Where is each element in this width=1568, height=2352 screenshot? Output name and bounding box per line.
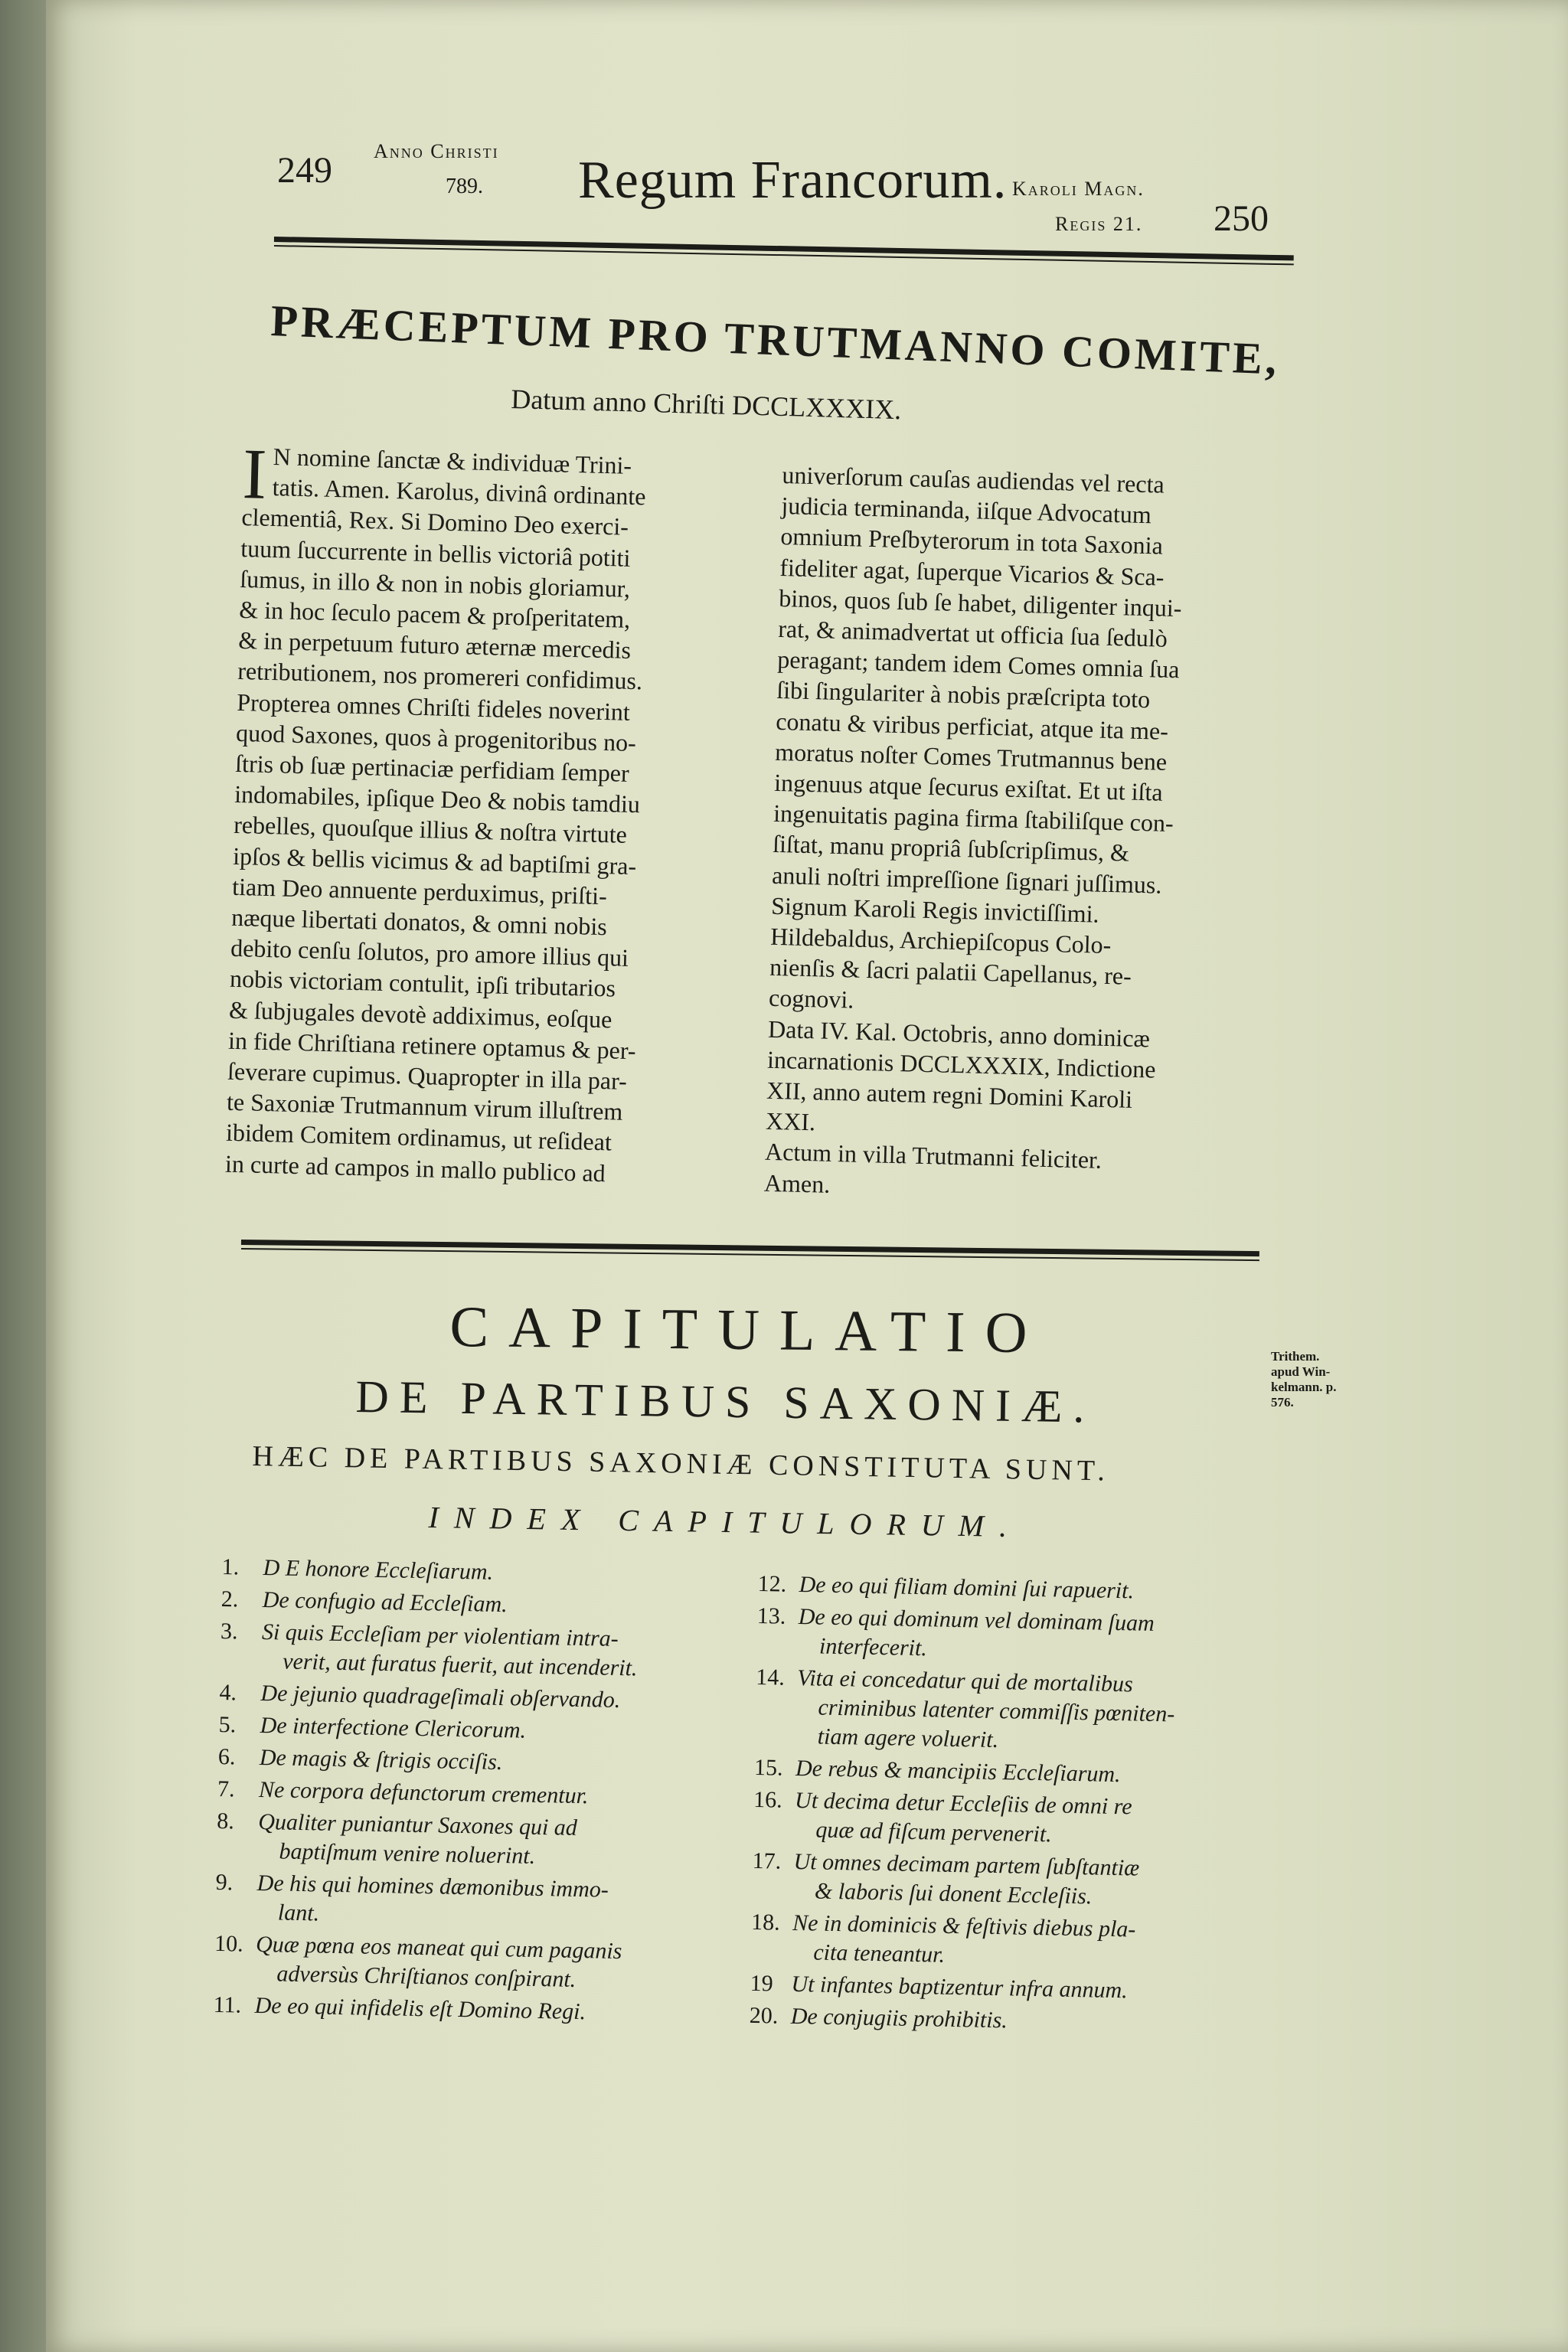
index-number: 11. — [213, 1991, 242, 2018]
index-line: criminibus latenter commiſſis pœniten- — [818, 1694, 1175, 1727]
index-entry — [754, 1663, 1284, 1760]
text-line: omnium Preſbyterorum in tota Saxonia — [780, 522, 1164, 560]
index-line: lant. — [277, 1900, 320, 1926]
index-number: 4. — [219, 1679, 237, 1706]
index-line: De rebus & mancipiis Eccleſiarum. — [795, 1755, 1121, 1788]
text-line: N nomine ſanctæ & individuæ Trini- — [273, 442, 632, 479]
margin-note-line: Trithem. — [1271, 1349, 1320, 1364]
index-left-column — [213, 1553, 743, 2033]
index-number: 17. — [752, 1847, 782, 1874]
document-title: PRÆCEPTUM PRO TRUTMANNO COMITE, — [270, 295, 1281, 384]
index-line: De eo qui infidelis eſt Domino Regi. — [254, 1992, 586, 2025]
right-column — [764, 459, 1297, 1211]
index-entry — [749, 2001, 1278, 2040]
index-number: 12. — [757, 1570, 787, 1597]
index-line: D E honore Eccleſiarum. — [263, 1555, 494, 1585]
index-line: Ne corpora defunctorum crementur. — [258, 1776, 589, 1809]
index-entry — [756, 1602, 1285, 1670]
index-number: 7. — [217, 1775, 235, 1802]
index-entry — [752, 1847, 1281, 1915]
text-line: Propterea omnes Chriſti fideles noverint — [236, 688, 631, 726]
index-number: 9. — [215, 1869, 234, 1896]
regnal-year: Regis 21. — [1055, 213, 1143, 235]
text-line: ſiſtat, manu propriâ ſubſcripſimus, & — [772, 830, 1130, 867]
margin-note-line: kelmann. p. — [1271, 1380, 1337, 1394]
index-number: 2. — [220, 1586, 239, 1612]
text-line: incarnationis DCCLXXXIX, Indictione — [766, 1045, 1156, 1083]
index-line: adversùs Chriſtianos conſpirant. — [276, 1961, 577, 1992]
index-line: De conjugiis prohibitis. — [790, 2003, 1008, 2034]
text-line: anuli noſtri impreſſione ſignari juſſimus. — [771, 861, 1162, 899]
index-line: cita teneantur. — [813, 1939, 946, 1968]
page-number-right: 250 — [1214, 198, 1269, 239]
text-line: ibidem Comitem ordinamus, ut reſideat — [225, 1119, 612, 1156]
text-line: moratus noſter Comes Trutmannus bene — [774, 737, 1168, 776]
text-line: XII, anno autem regni Domini Karoli — [766, 1076, 1133, 1113]
text-line: univerſorum cauſas audiendas vel recta — [782, 460, 1165, 498]
index-number: 20. — [749, 2002, 779, 2029]
text-line: in curte ad campos in mallo publico ad — [224, 1149, 606, 1187]
year: 789. — [446, 175, 483, 198]
text-line: Signum Karoli Regis invictiſſimi. — [770, 891, 1100, 928]
text-line: tatis. Amen. Karolus, divinâ ordinante — [272, 473, 646, 511]
index-line: baptiſmum venire noluerint. — [279, 1838, 536, 1869]
text-line: & ſubjugales devotè addiximus, eoſque — [228, 995, 612, 1034]
index-line: Ut infantes baptizentur infra annum. — [791, 1971, 1129, 2004]
capitulatio-heading: CAPITULATIO — [449, 1295, 1047, 1366]
text-line: nienſis & ſacri palatii Capellanus, re- — [769, 953, 1132, 990]
index-line: & laboris ſui donent Eccleſiis. — [814, 1878, 1093, 1909]
margin-note — [1271, 1349, 1337, 1410]
text-line: ingenuitatis pagina firma ſtabiliſque con- — [773, 799, 1174, 838]
margin-note-line: 576. — [1271, 1395, 1294, 1410]
text-line: ſeverare cupimus. Quapropter in illa par- — [227, 1057, 628, 1095]
index-entry — [214, 1929, 735, 1998]
text-line: Hildebaldus, Archiepiſcopus Colo- — [769, 922, 1112, 959]
index-line: De his qui homines dæmonibus immo- — [256, 1870, 609, 1903]
text-line: ipſos & bellis vicimus & ad baptiſmi gra- — [232, 841, 637, 880]
index-line: De magis & ſtrigis occiſis. — [259, 1744, 503, 1775]
index-number: 19 — [750, 1970, 773, 1997]
index-right-column — [749, 1570, 1286, 2043]
text-line: in fide Chriſtiana retinere optamus & per- — [227, 1026, 636, 1065]
text-line: & in hoc ſeculo pacem & proſperitatem, — [238, 595, 631, 633]
index-line: Ut decima detur Eccleſiis de omni re — [794, 1787, 1132, 1820]
anno-label: Anno Christi — [374, 140, 499, 162]
text-line: retributionem, nos promereri confidimus. — [237, 657, 643, 695]
text-line: rat, & animadvertat ut officia ſua ſedulò — [777, 614, 1168, 652]
ruler-label: Karoli Magn. — [1012, 178, 1145, 200]
index-heading: INDEX CAPITULORUM. — [428, 1499, 1023, 1544]
index-line: interfecerit. — [818, 1633, 928, 1661]
text-line: peragant; tandem idem Comes omnia ſua — [776, 645, 1180, 684]
text-line: judicia terminanda, iiſque Advocatum — [781, 492, 1152, 529]
index-number: 10. — [214, 1930, 244, 1957]
index-number: 1. — [221, 1553, 240, 1580]
text-line: te Saxoniæ Trutmannum virum illuſtrem — [226, 1087, 623, 1126]
index-line: Vita ei concedatur qui de mortalibus — [796, 1665, 1134, 1697]
index-number: 13. — [756, 1602, 786, 1629]
text-line: binos, quos ſub ſe habet, diligenter inqui- — [778, 583, 1182, 622]
index-line: Ut omnes decimam partem ſubſtantiæ — [793, 1848, 1140, 1881]
text-line: ſumus, in illo & non in nobis gloriamur, — [239, 564, 631, 603]
text-line: tuum ſuccurrente in bellis victoriâ potiti — [240, 534, 631, 572]
text-line: ingenuus atque ſecurus exiſtat. Et ut iſta — [773, 768, 1164, 806]
left-column — [224, 434, 758, 1192]
index-number: 8. — [216, 1808, 235, 1834]
margin-note-line: apud Win- — [1271, 1364, 1331, 1379]
page-number-left: 249 — [277, 150, 332, 191]
text-line: cognovi. — [768, 984, 854, 1014]
text-line: rebelles, quouſque illius & noſtra virtute — [233, 811, 628, 849]
text-line: & in perpetuum futuro æternæ mercedis — [237, 626, 632, 665]
text-line: XXI. — [765, 1106, 816, 1136]
index-line: Qualiter puniantur Saxones qui ad — [257, 1808, 578, 1841]
index-line: De jejunio quadrageſimali obſervando. — [260, 1681, 621, 1713]
index-line: De eo qui dominum vel dominam ſuam — [798, 1604, 1155, 1636]
index-entry — [753, 1785, 1282, 1854]
text-line: ſtris ob ſuæ pertinaciæ perfidiam ſemper — [234, 749, 630, 787]
index-entry — [215, 1868, 737, 1936]
index-entry — [750, 1908, 1279, 1976]
running-title: Regum Francorum. — [578, 151, 1008, 210]
right-column-text — [764, 459, 1297, 1211]
text-line: næque libertati donatos, & omni nobis — [230, 903, 608, 941]
text-line: quod Saxones, quos à progenitoribus no- — [235, 718, 637, 756]
book-gutter — [0, 0, 46, 2352]
index-number: 3. — [220, 1618, 238, 1645]
index-number: 5. — [218, 1711, 237, 1738]
text-line: Actum in villa Trutmanni feliciter. — [764, 1138, 1102, 1174]
index-number: 6. — [217, 1743, 236, 1770]
text-line: indomabiles, ipſique Deo & nobis tamdiu — [234, 780, 641, 818]
index-line: Ne in dominicis & feſtivis diebus pla- — [792, 1909, 1136, 1942]
text-line: clementiâ, Rex. Si Domino Deo exerci- — [241, 503, 629, 541]
text-line: Data IV. Kal. Octobris, anno dominicæ — [767, 1014, 1151, 1053]
capitulatio-statement: HÆC DE PARTIBUS SAXONIÆ CONSTITUTA SUNT. — [252, 1439, 1110, 1488]
text-line: nobis victoriam contulit, ipſi tributarios — [229, 965, 616, 1002]
index-line: tiam agere voluerit. — [817, 1723, 999, 1753]
capitulatio-subheading: DE PARTIBUS SAXONIÆ. — [355, 1370, 1096, 1432]
index-line: verit, aut furatus fuerit, aut incenderit. — [282, 1648, 638, 1681]
document-date: Datum anno Chriſti DCCLXXXIX. — [510, 383, 902, 426]
text-line: debito cenſu ſolutos, pro amore illius qui — [230, 934, 629, 972]
drop-cap: I — [241, 434, 268, 514]
index-entry — [216, 1807, 737, 1875]
index-line: De interfectione Clericorum. — [260, 1712, 527, 1743]
index-number: 16. — [753, 1786, 783, 1813]
index-line: Si quis Eccleſiam per violentiam intra- — [261, 1619, 619, 1651]
left-column-text — [224, 434, 758, 1192]
index-line: De confugio ad Eccleſiam. — [262, 1587, 508, 1618]
index-line: De eo qui filiam domini ſui rapuerit. — [799, 1572, 1135, 1604]
index-line: quæ ad fiſcum pervenerit. — [815, 1817, 1053, 1847]
index-entry — [220, 1617, 741, 1685]
index-entry — [213, 1991, 734, 2030]
text-line: ſibi ſingulariter à nobis præſcripta toto — [776, 676, 1151, 714]
index-number: 14. — [755, 1664, 786, 1690]
text-line: Amen. — [763, 1168, 831, 1198]
index-number: 15. — [753, 1754, 783, 1781]
text-line: tiam Deo annuente perduximus, priſti- — [231, 872, 608, 910]
index-number: 18. — [750, 1909, 780, 1936]
text-line: conatu & viribus perficiat, atque ita me- — [775, 707, 1169, 745]
text-line: fideliter agat, ſuperque Vicarios & Sca- — [779, 553, 1165, 591]
index-line: Quæ pœna eos maneat qui cum paganis — [255, 1931, 622, 1965]
